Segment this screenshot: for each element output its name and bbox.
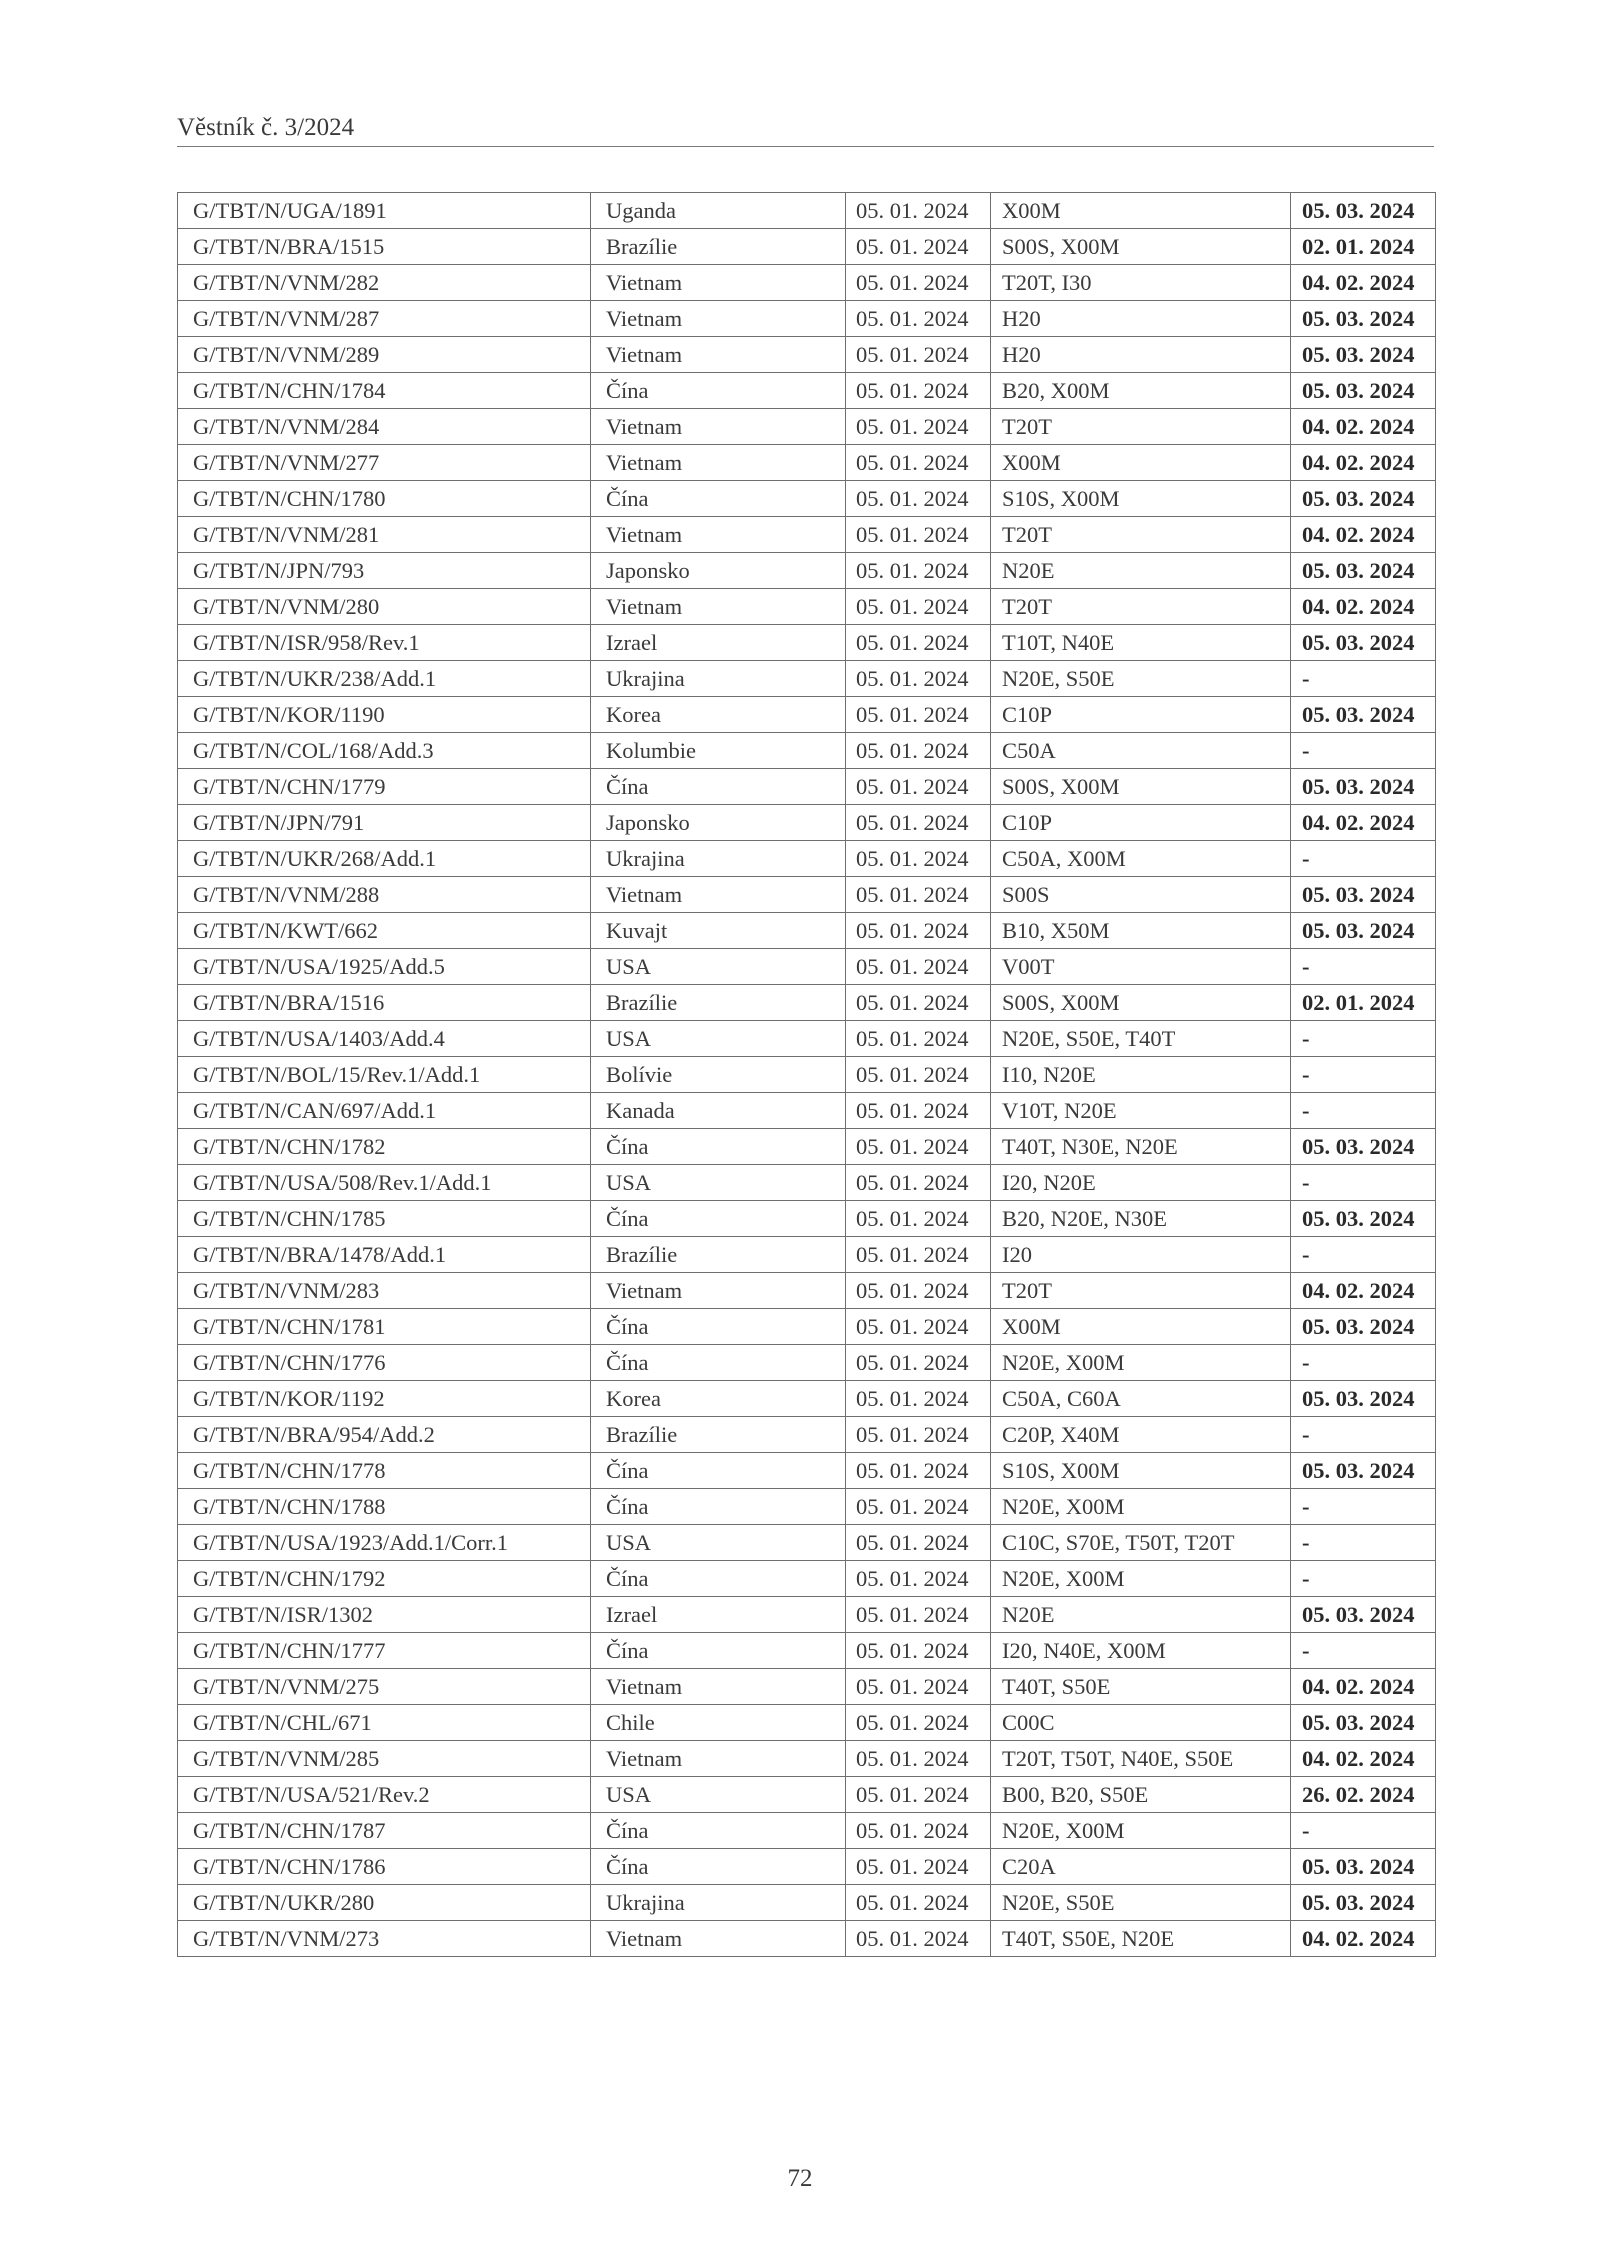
deadline-cell: 05. 03. 2024 xyxy=(1291,301,1436,337)
notification-id-cell: G/TBT/N/CHN/1787 xyxy=(178,1813,591,1849)
code-cell: C20P, X40M xyxy=(991,1417,1291,1453)
code-cell: V10T, N20E xyxy=(991,1093,1291,1129)
country-cell: Japonsko xyxy=(591,553,846,589)
deadline-cell: - xyxy=(1291,1345,1436,1381)
country-cell: Vietnam xyxy=(591,445,846,481)
deadline-cell: 05. 03. 2024 xyxy=(1291,193,1436,229)
table-row xyxy=(178,1381,1436,1417)
notification-id-cell: G/TBT/N/BRA/954/Add.2 xyxy=(178,1417,591,1453)
notification-id-cell: G/TBT/N/CHN/1786 xyxy=(178,1849,591,1885)
date-cell: 05. 01. 2024 xyxy=(846,1921,991,1957)
notification-id-cell: G/TBT/N/VNM/277 xyxy=(178,445,591,481)
date-cell: 05. 01. 2024 xyxy=(846,625,991,661)
date-cell: 05. 01. 2024 xyxy=(846,985,991,1021)
country-cell: Čína xyxy=(591,1129,846,1165)
notification-id-cell: G/TBT/N/VNM/283 xyxy=(178,1273,591,1309)
code-cell: T40T, N30E, N20E xyxy=(991,1129,1291,1165)
code-cell: N20E, S50E, T40T xyxy=(991,1021,1291,1057)
table-row xyxy=(178,1849,1436,1885)
table-row xyxy=(178,661,1436,697)
country-cell: Vietnam xyxy=(591,337,846,373)
country-cell: Brazílie xyxy=(591,1237,846,1273)
notification-id-cell: G/TBT/N/JPN/791 xyxy=(178,805,591,841)
deadline-cell: 05. 03. 2024 xyxy=(1291,1129,1436,1165)
code-cell: T20T, I30 xyxy=(991,265,1291,301)
notification-id-cell: G/TBT/N/USA/1923/Add.1/Corr.1 xyxy=(178,1525,591,1561)
date-cell: 05. 01. 2024 xyxy=(846,553,991,589)
table-row xyxy=(178,949,1436,985)
date-cell: 05. 01. 2024 xyxy=(846,1849,991,1885)
notification-id-cell: G/TBT/N/CHN/1777 xyxy=(178,1633,591,1669)
deadline-cell: 05. 03. 2024 xyxy=(1291,1381,1436,1417)
code-cell: C00C xyxy=(991,1705,1291,1741)
country-cell: Čína xyxy=(591,1345,846,1381)
notifications-table-body xyxy=(178,193,1436,1957)
date-cell: 05. 01. 2024 xyxy=(846,517,991,553)
date-cell: 05. 01. 2024 xyxy=(846,1273,991,1309)
date-cell: 05. 01. 2024 xyxy=(846,1633,991,1669)
notification-id-cell: G/TBT/N/CHN/1782 xyxy=(178,1129,591,1165)
notification-id-cell: G/TBT/N/BRA/1515 xyxy=(178,229,591,265)
notification-id-cell: G/TBT/N/CHN/1780 xyxy=(178,481,591,517)
country-cell: Vietnam xyxy=(591,1921,846,1957)
date-cell: 05. 01. 2024 xyxy=(846,445,991,481)
table-row xyxy=(178,193,1436,229)
deadline-cell: - xyxy=(1291,1561,1436,1597)
deadline-cell: 05. 03. 2024 xyxy=(1291,877,1436,913)
notification-id-cell: G/TBT/N/CHN/1776 xyxy=(178,1345,591,1381)
country-cell: Vietnam xyxy=(591,1669,846,1705)
table-row xyxy=(178,1309,1436,1345)
code-cell: N20E xyxy=(991,1597,1291,1633)
notification-id-cell: G/TBT/N/VNM/287 xyxy=(178,301,591,337)
deadline-cell: - xyxy=(1291,1165,1436,1201)
date-cell: 05. 01. 2024 xyxy=(846,949,991,985)
code-cell: C50A, X00M xyxy=(991,841,1291,877)
deadline-cell: 04. 02. 2024 xyxy=(1291,589,1436,625)
country-cell: Čína xyxy=(591,373,846,409)
country-cell: USA xyxy=(591,1525,846,1561)
country-cell: Chile xyxy=(591,1705,846,1741)
notification-id-cell: G/TBT/N/VNM/280 xyxy=(178,589,591,625)
code-cell: C20A xyxy=(991,1849,1291,1885)
code-cell: N20E xyxy=(991,553,1291,589)
deadline-cell: 04. 02. 2024 xyxy=(1291,445,1436,481)
deadline-cell: 05. 03. 2024 xyxy=(1291,1453,1436,1489)
code-cell: S00S, X00M xyxy=(991,229,1291,265)
deadline-cell: 05. 03. 2024 xyxy=(1291,1849,1436,1885)
code-cell: T20T xyxy=(991,409,1291,445)
country-cell: Vietnam xyxy=(591,877,846,913)
table-row xyxy=(178,409,1436,445)
country-cell: Bolívie xyxy=(591,1057,846,1093)
table-row xyxy=(178,553,1436,589)
deadline-cell: - xyxy=(1291,1417,1436,1453)
deadline-cell: 04. 02. 2024 xyxy=(1291,1273,1436,1309)
code-cell: V00T xyxy=(991,949,1291,985)
notification-id-cell: G/TBT/N/COL/168/Add.3 xyxy=(178,733,591,769)
table-row xyxy=(178,913,1436,949)
code-cell: B20, N20E, N30E xyxy=(991,1201,1291,1237)
notification-id-cell: G/TBT/N/CHN/1788 xyxy=(178,1489,591,1525)
notification-id-cell: G/TBT/N/CHL/671 xyxy=(178,1705,591,1741)
code-cell: N20E, X00M xyxy=(991,1561,1291,1597)
table-row xyxy=(178,985,1436,1021)
date-cell: 05. 01. 2024 xyxy=(846,733,991,769)
deadline-cell: 04. 02. 2024 xyxy=(1291,409,1436,445)
notification-id-cell: G/TBT/N/VNM/275 xyxy=(178,1669,591,1705)
code-cell: I20, N20E xyxy=(991,1165,1291,1201)
code-cell: B20, X00M xyxy=(991,373,1291,409)
table-row xyxy=(178,1777,1436,1813)
date-cell: 05. 01. 2024 xyxy=(846,1237,991,1273)
code-cell: H20 xyxy=(991,301,1291,337)
table-row xyxy=(178,1597,1436,1633)
table-row xyxy=(178,1129,1436,1165)
deadline-cell: 05. 03. 2024 xyxy=(1291,1201,1436,1237)
date-cell: 05. 01. 2024 xyxy=(846,1093,991,1129)
table-row xyxy=(178,1093,1436,1129)
code-cell: X00M xyxy=(991,193,1291,229)
country-cell: Čína xyxy=(591,1849,846,1885)
notification-id-cell: G/TBT/N/BRA/1516 xyxy=(178,985,591,1021)
table-row xyxy=(178,1561,1436,1597)
country-cell: Čína xyxy=(591,481,846,517)
deadline-cell: - xyxy=(1291,1633,1436,1669)
code-cell: H20 xyxy=(991,337,1291,373)
table-row xyxy=(178,877,1436,913)
date-cell: 05. 01. 2024 xyxy=(846,1201,991,1237)
date-cell: 05. 01. 2024 xyxy=(846,1525,991,1561)
table-row xyxy=(178,625,1436,661)
code-cell: T40T, S50E xyxy=(991,1669,1291,1705)
notification-id-cell: G/TBT/N/ISR/1302 xyxy=(178,1597,591,1633)
deadline-cell: 05. 03. 2024 xyxy=(1291,1885,1436,1921)
date-cell: 05. 01. 2024 xyxy=(846,877,991,913)
country-cell: Brazílie xyxy=(591,229,846,265)
table-row xyxy=(178,445,1436,481)
country-cell: Čína xyxy=(591,1813,846,1849)
code-cell: S00S, X00M xyxy=(991,769,1291,805)
date-cell: 05. 01. 2024 xyxy=(846,1669,991,1705)
deadline-cell: - xyxy=(1291,733,1436,769)
table-row xyxy=(178,1345,1436,1381)
country-cell: Čína xyxy=(591,1201,846,1237)
notification-id-cell: G/TBT/N/VNM/288 xyxy=(178,877,591,913)
notification-id-cell: G/TBT/N/KOR/1192 xyxy=(178,1381,591,1417)
date-cell: 05. 01. 2024 xyxy=(846,1489,991,1525)
code-cell: I20 xyxy=(991,1237,1291,1273)
country-cell: Korea xyxy=(591,1381,846,1417)
deadline-cell: - xyxy=(1291,661,1436,697)
country-cell: Čína xyxy=(591,1633,846,1669)
deadline-cell: 02. 01. 2024 xyxy=(1291,985,1436,1021)
table-row xyxy=(178,1669,1436,1705)
date-cell: 05. 01. 2024 xyxy=(846,1705,991,1741)
deadline-cell: 05. 03. 2024 xyxy=(1291,625,1436,661)
notification-id-cell: G/TBT/N/UKR/238/Add.1 xyxy=(178,661,591,697)
country-cell: Čína xyxy=(591,1453,846,1489)
country-cell: USA xyxy=(591,1021,846,1057)
page-header xyxy=(177,112,1434,147)
table-row xyxy=(178,1633,1436,1669)
deadline-cell: 04. 02. 2024 xyxy=(1291,1669,1436,1705)
code-cell: S10S, X00M xyxy=(991,481,1291,517)
notification-id-cell: G/TBT/N/CHN/1779 xyxy=(178,769,591,805)
code-cell: X00M xyxy=(991,445,1291,481)
notification-id-cell: G/TBT/N/VNM/281 xyxy=(178,517,591,553)
table-row xyxy=(178,373,1436,409)
code-cell: T20T xyxy=(991,517,1291,553)
deadline-cell: - xyxy=(1291,1237,1436,1273)
date-cell: 05. 01. 2024 xyxy=(846,913,991,949)
date-cell: 05. 01. 2024 xyxy=(846,481,991,517)
deadline-cell: - xyxy=(1291,1057,1436,1093)
notification-id-cell: G/TBT/N/CHN/1784 xyxy=(178,373,591,409)
notification-id-cell: G/TBT/N/CHN/1778 xyxy=(178,1453,591,1489)
notification-id-cell: G/TBT/N/CAN/697/Add.1 xyxy=(178,1093,591,1129)
date-cell: 05. 01. 2024 xyxy=(846,1345,991,1381)
country-cell: Ukrajina xyxy=(591,841,846,877)
table-row xyxy=(178,1201,1436,1237)
date-cell: 05. 01. 2024 xyxy=(846,661,991,697)
notification-id-cell: G/TBT/N/CHN/1792 xyxy=(178,1561,591,1597)
notification-id-cell: G/TBT/N/UKR/268/Add.1 xyxy=(178,841,591,877)
country-cell: Ukrajina xyxy=(591,661,846,697)
country-cell: USA xyxy=(591,949,846,985)
deadline-cell: 04. 02. 2024 xyxy=(1291,1741,1436,1777)
deadline-cell: - xyxy=(1291,841,1436,877)
country-cell: Vietnam xyxy=(591,589,846,625)
country-cell: USA xyxy=(591,1777,846,1813)
table-row xyxy=(178,1885,1436,1921)
notification-id-cell: G/TBT/N/VNM/273 xyxy=(178,1921,591,1957)
country-cell: Uganda xyxy=(591,193,846,229)
deadline-cell: 05. 03. 2024 xyxy=(1291,913,1436,949)
deadline-cell: - xyxy=(1291,949,1436,985)
deadline-cell: - xyxy=(1291,1093,1436,1129)
country-cell: Vietnam xyxy=(591,301,846,337)
table-row xyxy=(178,769,1436,805)
deadline-cell: 26. 02. 2024 xyxy=(1291,1777,1436,1813)
date-cell: 05. 01. 2024 xyxy=(846,1309,991,1345)
date-cell: 05. 01. 2024 xyxy=(846,805,991,841)
table-row xyxy=(178,1813,1436,1849)
notification-id-cell: G/TBT/N/BOL/15/Rev.1/Add.1 xyxy=(178,1057,591,1093)
date-cell: 05. 01. 2024 xyxy=(846,769,991,805)
table-row xyxy=(178,1165,1436,1201)
code-cell: C50A, C60A xyxy=(991,1381,1291,1417)
country-cell: Kanada xyxy=(591,1093,846,1129)
code-cell: C10P xyxy=(991,697,1291,733)
bulletin-title: Věstník č. 3/2024 xyxy=(177,114,355,141)
country-cell: Brazílie xyxy=(591,985,846,1021)
country-cell: Vietnam xyxy=(591,517,846,553)
country-cell: Čína xyxy=(591,1561,846,1597)
date-cell: 05. 01. 2024 xyxy=(846,229,991,265)
code-cell: T10T, N40E xyxy=(991,625,1291,661)
deadline-cell: 05. 03. 2024 xyxy=(1291,769,1436,805)
notification-id-cell: G/TBT/N/ISR/958/Rev.1 xyxy=(178,625,591,661)
deadline-cell: - xyxy=(1291,1813,1436,1849)
country-cell: Brazílie xyxy=(591,1417,846,1453)
date-cell: 05. 01. 2024 xyxy=(846,265,991,301)
deadline-cell: 05. 03. 2024 xyxy=(1291,481,1436,517)
deadline-cell: 04. 02. 2024 xyxy=(1291,517,1436,553)
code-cell: S00S, X00M xyxy=(991,985,1291,1021)
deadline-cell: 05. 03. 2024 xyxy=(1291,337,1436,373)
notification-id-cell: G/TBT/N/CHN/1785 xyxy=(178,1201,591,1237)
deadline-cell: 05. 03. 2024 xyxy=(1291,1597,1436,1633)
date-cell: 05. 01. 2024 xyxy=(846,1417,991,1453)
date-cell: 05. 01. 2024 xyxy=(846,1777,991,1813)
deadline-cell: 04. 02. 2024 xyxy=(1291,805,1436,841)
notification-id-cell: G/TBT/N/VNM/284 xyxy=(178,409,591,445)
table-row xyxy=(178,1237,1436,1273)
code-cell: I10, N20E xyxy=(991,1057,1291,1093)
date-cell: 05. 01. 2024 xyxy=(846,1021,991,1057)
deadline-cell: 05. 03. 2024 xyxy=(1291,553,1436,589)
table-row xyxy=(178,1921,1436,1957)
notification-id-cell: G/TBT/N/USA/1403/Add.4 xyxy=(178,1021,591,1057)
table-row xyxy=(178,841,1436,877)
deadline-cell: 04. 02. 2024 xyxy=(1291,265,1436,301)
code-cell: C10C, S70E, T50T, T20T xyxy=(991,1525,1291,1561)
table-row xyxy=(178,301,1436,337)
code-cell: C10P xyxy=(991,805,1291,841)
code-cell: T20T xyxy=(991,589,1291,625)
country-cell: Čína xyxy=(591,1489,846,1525)
table-row xyxy=(178,1741,1436,1777)
country-cell: Čína xyxy=(591,1309,846,1345)
date-cell: 05. 01. 2024 xyxy=(846,1561,991,1597)
date-cell: 05. 01. 2024 xyxy=(846,1381,991,1417)
country-cell: Korea xyxy=(591,697,846,733)
country-cell: Izrael xyxy=(591,1597,846,1633)
table-row xyxy=(178,697,1436,733)
table-row xyxy=(178,1057,1436,1093)
table-row xyxy=(178,1453,1436,1489)
country-cell: Vietnam xyxy=(591,409,846,445)
code-cell: X00M xyxy=(991,1309,1291,1345)
notification-id-cell: G/TBT/N/USA/508/Rev.1/Add.1 xyxy=(178,1165,591,1201)
code-cell: N20E, S50E xyxy=(991,661,1291,697)
deadline-cell: 05. 03. 2024 xyxy=(1291,1309,1436,1345)
code-cell: S00S xyxy=(991,877,1291,913)
table-row xyxy=(178,265,1436,301)
code-cell: S10S, X00M xyxy=(991,1453,1291,1489)
deadline-cell: 05. 03. 2024 xyxy=(1291,697,1436,733)
date-cell: 05. 01. 2024 xyxy=(846,841,991,877)
date-cell: 05. 01. 2024 xyxy=(846,1057,991,1093)
code-cell: N20E, S50E xyxy=(991,1885,1291,1921)
date-cell: 05. 01. 2024 xyxy=(846,301,991,337)
notification-id-cell: G/TBT/N/UGA/1891 xyxy=(178,193,591,229)
notification-id-cell: G/TBT/N/VNM/285 xyxy=(178,1741,591,1777)
notification-id-cell: G/TBT/N/VNM/289 xyxy=(178,337,591,373)
code-cell: N20E, X00M xyxy=(991,1345,1291,1381)
date-cell: 05. 01. 2024 xyxy=(846,697,991,733)
notification-id-cell: G/TBT/N/KOR/1190 xyxy=(178,697,591,733)
date-cell: 05. 01. 2024 xyxy=(846,337,991,373)
deadline-cell: - xyxy=(1291,1525,1436,1561)
deadline-cell: 05. 03. 2024 xyxy=(1291,373,1436,409)
code-cell: T40T, S50E, N20E xyxy=(991,1921,1291,1957)
notification-id-cell: G/TBT/N/VNM/282 xyxy=(178,265,591,301)
country-cell: Vietnam xyxy=(591,265,846,301)
code-cell: B00, B20, S50E xyxy=(991,1777,1291,1813)
code-cell: B10, X50M xyxy=(991,913,1291,949)
notification-id-cell: G/TBT/N/USA/1925/Add.5 xyxy=(178,949,591,985)
table-row xyxy=(178,1417,1436,1453)
table-row xyxy=(178,1273,1436,1309)
date-cell: 05. 01. 2024 xyxy=(846,1453,991,1489)
code-cell: T20T, T50T, N40E, S50E xyxy=(991,1741,1291,1777)
deadline-cell: 05. 03. 2024 xyxy=(1291,1705,1436,1741)
table-row xyxy=(178,229,1436,265)
notification-id-cell: G/TBT/N/USA/521/Rev.2 xyxy=(178,1777,591,1813)
table-row xyxy=(178,1705,1436,1741)
date-cell: 05. 01. 2024 xyxy=(846,193,991,229)
code-cell: I20, N40E, X00M xyxy=(991,1633,1291,1669)
country-cell: Kuvajt xyxy=(591,913,846,949)
code-cell: N20E, X00M xyxy=(991,1813,1291,1849)
date-cell: 05. 01. 2024 xyxy=(846,1885,991,1921)
page-number: 72 xyxy=(787,2165,813,2192)
date-cell: 05. 01. 2024 xyxy=(846,1597,991,1633)
table-row xyxy=(178,517,1436,553)
table-row xyxy=(178,1525,1436,1561)
code-cell: C50A xyxy=(991,733,1291,769)
date-cell: 05. 01. 2024 xyxy=(846,1741,991,1777)
notification-id-cell: G/TBT/N/UKR/280 xyxy=(178,1885,591,1921)
table-row xyxy=(178,1489,1436,1525)
country-cell: Kolumbie xyxy=(591,733,846,769)
country-cell: Čína xyxy=(591,769,846,805)
code-cell: T20T xyxy=(991,1273,1291,1309)
date-cell: 05. 01. 2024 xyxy=(846,1813,991,1849)
country-cell: USA xyxy=(591,1165,846,1201)
deadline-cell: 04. 02. 2024 xyxy=(1291,1921,1436,1957)
country-cell: Izrael xyxy=(591,625,846,661)
table-row xyxy=(178,337,1436,373)
date-cell: 05. 01. 2024 xyxy=(846,373,991,409)
country-cell: Vietnam xyxy=(591,1273,846,1309)
notification-id-cell: G/TBT/N/CHN/1781 xyxy=(178,1309,591,1345)
table-row xyxy=(178,1021,1436,1057)
code-cell: N20E, X00M xyxy=(991,1489,1291,1525)
table-row xyxy=(178,589,1436,625)
country-cell: Vietnam xyxy=(591,1741,846,1777)
notification-id-cell: G/TBT/N/KWT/662 xyxy=(178,913,591,949)
notifications-table xyxy=(177,192,1436,1957)
country-cell: Ukrajina xyxy=(591,1885,846,1921)
table-row xyxy=(178,733,1436,769)
table-row xyxy=(178,805,1436,841)
notification-id-cell: G/TBT/N/BRA/1478/Add.1 xyxy=(178,1237,591,1273)
date-cell: 05. 01. 2024 xyxy=(846,589,991,625)
deadline-cell: 02. 01. 2024 xyxy=(1291,229,1436,265)
deadline-cell: - xyxy=(1291,1021,1436,1057)
deadline-cell: - xyxy=(1291,1489,1436,1525)
date-cell: 05. 01. 2024 xyxy=(846,409,991,445)
notification-id-cell: G/TBT/N/JPN/793 xyxy=(178,553,591,589)
date-cell: 05. 01. 2024 xyxy=(846,1165,991,1201)
date-cell: 05. 01. 2024 xyxy=(846,1129,991,1165)
country-cell: Japonsko xyxy=(591,805,846,841)
table-row xyxy=(178,481,1436,517)
